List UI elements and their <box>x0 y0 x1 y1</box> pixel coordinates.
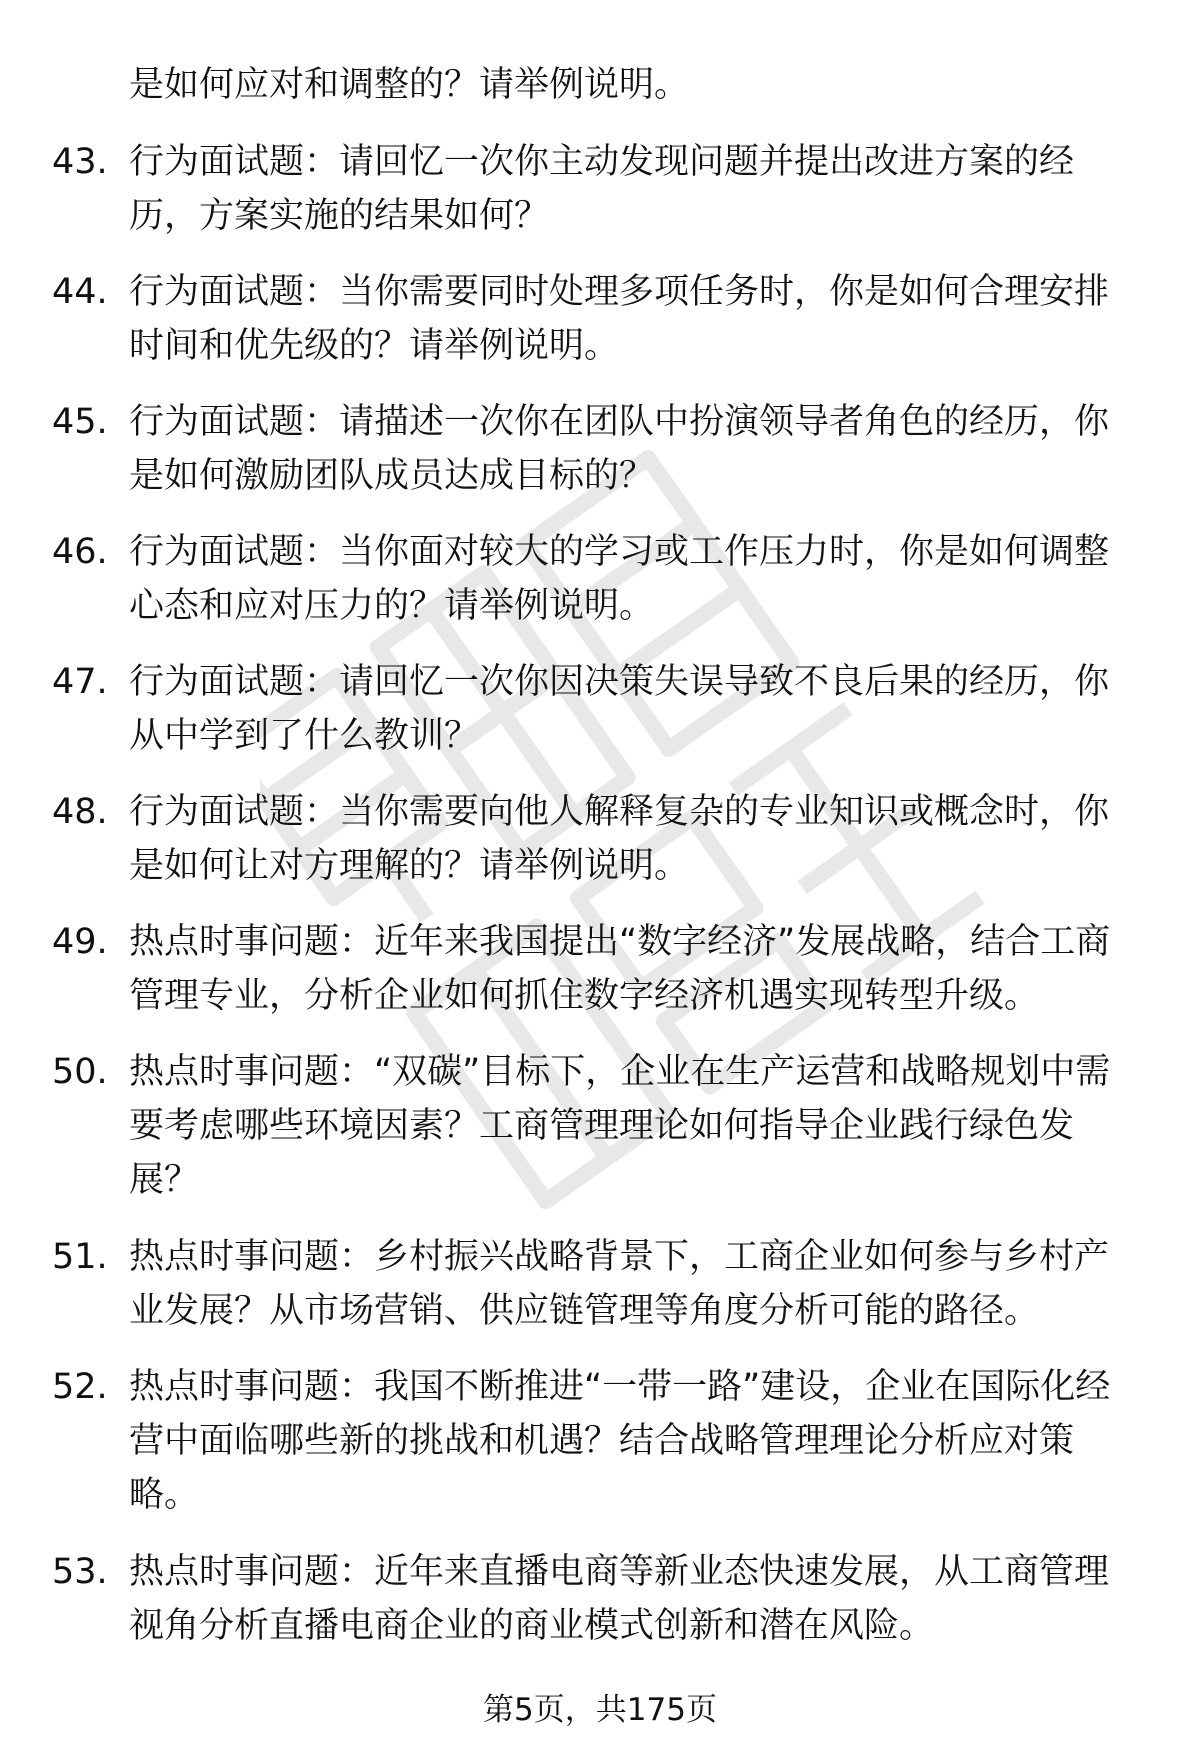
question-number: 46. <box>52 532 108 572</box>
question-number: 50. <box>52 1052 108 1092</box>
question-text: 热点时事问题：近年来直播电商等新业态快速发展，从工商管理视角分析直播电商企业的商业模式创新和潜在风险。 <box>129 1552 1110 1646</box>
continued-question-text: 是如何应对和调整的？请举例说明。 <box>129 65 690 105</box>
question-number: 51. <box>52 1237 108 1277</box>
question-number: 47. <box>52 662 108 702</box>
question-text: 热点时事问题：近年来我国提出“数字经济”发展战略，结合工商管理专业，分析企业如何抓住数字经济机遇实现转型升级。 <box>129 922 1111 1016</box>
question-number: 43. <box>52 142 108 182</box>
question-number: 44. <box>52 272 108 312</box>
question-text: 热点时事问题：我国不断推进“一带一路”建设，企业在国际化经营中面临哪些新的挑战和机遇？结合战略管理理论分析应对策略。 <box>129 1367 1111 1515</box>
question-number: 53. <box>52 1552 108 1592</box>
question-number: 52. <box>52 1367 108 1407</box>
question-text: 行为面试题：当你需要向他人解释复杂的专业知识或概念时，你是如何让对方理解的？请举例说明。 <box>129 792 1110 886</box>
question-number: 49. <box>52 922 108 962</box>
question-text: 行为面试题：当你面对较大的学习或工作压力时，你是如何调整心态和应对压力的？请举例说明。 <box>129 532 1110 626</box>
question-text: 行为面试题：当你需要同时处理多项任务时，你是如何合理安排时间和优先级的？请举例说明。 <box>129 272 1110 366</box>
question-number: 48. <box>52 792 108 832</box>
page-footer: 第5页，共175页 <box>483 1692 717 1728</box>
question-text: 行为面试题：请描述一次你在团队中扮演领导者角色的经历，你是如何激励团队成员达成目标的？ <box>129 402 1110 496</box>
question-text: 热点时事问题：“双碳”目标下，企业在生产运营和战略规划中需要考虑哪些环境因素？工商管理理论如何指导企业践行绿色发展？ <box>129 1052 1111 1200</box>
question-text: 行为面试题：请回忆一次你因决策失误导致不良后果的经历，你从中学到了什么教训？ <box>129 662 1110 756</box>
question-text: 行为面试题：请回忆一次你主动发现问题并提出改进方案的经历，方案实施的结果如何？ <box>129 142 1075 236</box>
question-number: 45. <box>52 402 108 442</box>
question-text: 热点时事问题：乡村振兴战略背景下，工商企业如何参与乡村产业发展？从市场营销、供应链管理等角度分析可能的路径。 <box>129 1237 1110 1331</box>
